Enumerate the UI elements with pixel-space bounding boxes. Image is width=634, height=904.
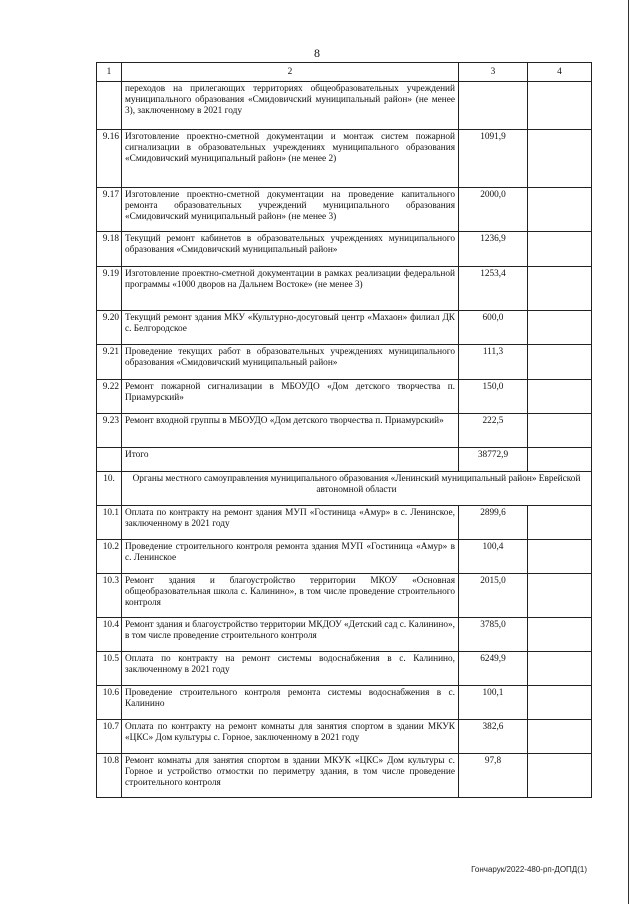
row-amount-cell: 600,0 [459,311,528,345]
table-row [97,267,592,311]
header-cell: 4 [528,63,592,82]
row-description-cell: Итого [122,448,459,472]
table-row [97,188,592,232]
row-amount-cell: 6249,9 [459,652,528,686]
row-number-cell: 10.5 [97,652,122,686]
row-col4-cell [528,311,592,345]
section-number: 10. [97,472,122,506]
row-amount-cell: 382,6 [459,720,528,754]
row-number-cell: 10.2 [97,540,122,574]
row-col4-cell [528,380,592,414]
table-row [97,652,592,686]
row-col4-cell [528,574,592,618]
table-header-row [97,63,592,82]
row-number-cell: 9.20 [97,311,122,345]
row-amount-cell: 3785,0 [459,618,528,652]
row-description-cell: Проведение текущих работ в образовательных учреждениях муниципального образования «Смидовичский муниципальный район» [122,345,459,380]
row-amount-cell: 2899,6 [459,506,528,540]
row-number-cell: 10.8 [97,754,122,798]
row-number-cell: 10.6 [97,686,122,720]
row-number-cell: 9.16 [97,130,122,188]
row-number-cell: 10.1 [97,506,122,540]
row-description-cell: Изготовление проектно-сметной документации на проведение капитального ремонта образовательных учреждений муниципального образования «Смидовичский муниципальный район» (не менее 3) [122,188,459,232]
row-amount-cell: 2000,0 [459,188,528,232]
row-description-cell: Текущий ремонт кабинетов в образовательных учреждениях муниципального образования «Смидовичский муниципальный район» [122,232,459,267]
row-description-cell: Ремонт пожарной сигнализации в МБОУДО «Дом детского творчества п. Приамурский» [122,380,459,414]
page-number: 8 [314,46,320,60]
row-amount-cell: 97,8 [459,754,528,798]
header-cell: 1 [97,63,122,82]
row-amount-cell: 222,5 [459,414,528,448]
row-col4-cell [528,720,592,754]
row-number-cell: 9.17 [97,188,122,232]
row-description-cell: Изготовление проектно-сметной документации в рамках реализации федеральной программы «1000 дворов на Дальнем Востоке» (не менее 3) [122,267,459,311]
row-description-cell: Ремонт здания и благоустройство территории МКДОУ «Детский сад с. Калинино», в том числе проведение строительного контроля [122,618,459,652]
row-number-cell: 9.23 [97,414,122,448]
page-edge-line [628,0,629,904]
row-amount-cell: 1091,9 [459,130,528,188]
row-description-cell: Ремонт входной группы в МБОУДО «Дом детского творчества п. Приамурский» [122,414,459,448]
table-row [97,130,592,188]
row-col4-cell [528,188,592,232]
row-col4-cell [528,267,592,311]
row-description-cell: Оплата по контракту на ремонт системы водоснабжения в с. Калинино, заключенному в 2021 году [122,652,459,686]
row-col4-cell [528,686,592,720]
header-cell: 3 [459,63,528,82]
table-row [97,618,592,652]
row-amount-cell: 2015,0 [459,574,528,618]
row-amount-cell [459,82,528,130]
table-row [97,574,592,618]
row-description-cell: Ремонт здания и благоустройство территории МКОУ «Основная общеобразовательная школа с. Калинино», в том числе проведение строительного контроля [122,574,459,618]
table-row [97,82,592,130]
row-description-cell: Оплата по контракту на ремонт комнаты для занятия спортом в здании МКУК «ЦКС» Дом культуры с. Горное, заключенному в 2021 году [122,720,459,754]
table-row [97,380,592,414]
table-row [97,345,592,380]
row-amount-cell: 150,0 [459,380,528,414]
row-col4-cell [528,345,592,380]
table-row [97,448,592,472]
row-col4-cell [528,82,592,130]
table-row [97,720,592,754]
row-col4-cell [528,130,592,188]
row-col4-cell [528,652,592,686]
row-description-cell: Проведение строительного контроля ремонта здания МУП «Гостиница «Амур» в с. Ленинское [122,540,459,574]
row-description-cell: Оплата по контракту на ремонт здания МУП «Гостиница «Амур» в с. Ленинское, заключенному в 2021 году [122,506,459,540]
row-description-cell: Проведение строительного контроля ремонта системы водоснабжения в с. Калинино [122,686,459,720]
row-col4-cell [528,232,592,267]
row-number-cell [97,82,122,130]
header-cell: 2 [122,63,459,82]
row-col4-cell [528,754,592,798]
table-row [97,686,592,720]
row-description-cell: переходов на прилегающих территориях общеобразовательных учреждений муниципального образования «Смидовичский муниципальный район» (не менее 3), заключенному в 2021 году [122,82,459,130]
row-amount-cell: 100,4 [459,540,528,574]
row-number-cell [97,448,122,472]
row-amount-cell: 100,1 [459,686,528,720]
table-row [97,506,592,540]
row-number-cell: 9.21 [97,345,122,380]
row-col4-cell [528,618,592,652]
row-description-cell: Ремонт комнаты для занятия спортом в здании МКУК «ЦКС» Дом культуры с. Горное и устройство отмостки по периметру здания, в том числе проведение строительного контроля [122,754,459,798]
row-amount-cell: 38772,9 [459,448,528,472]
table-row [97,540,592,574]
section-row [97,472,592,506]
row-number-cell: 10.3 [97,574,122,618]
row-number-cell: 10.7 [97,720,122,754]
row-description-cell: Изготовление проектно-сметной документации и монтаж систем пожарной сигнализации в образовательных учреждениях муниципального образования «Смидовичский муниципальный район» (не менее 2) [122,130,459,188]
row-col4-cell [528,506,592,540]
table-row [97,232,592,267]
row-col4-cell [528,414,592,448]
budget-table [96,62,592,798]
row-number-cell: 9.22 [97,380,122,414]
row-amount-cell: 1253,4 [459,267,528,311]
table-row [97,311,592,345]
row-amount-cell: 1236,9 [459,232,528,267]
row-col4-cell [528,540,592,574]
row-number-cell: 9.19 [97,267,122,311]
row-amount-cell: 111,3 [459,345,528,380]
section-title: Органы местного самоуправления муниципального образования «Ленинский муниципальный район» Еврейской автономной области [122,472,592,506]
row-number-cell: 9.18 [97,232,122,267]
table-row [97,754,592,798]
table-row [97,414,592,448]
row-col4-cell [528,448,592,472]
row-description-cell: Текущий ремонт здания МКУ «Культурно-досуговый центр «Махаон» филиал ДК с. Белгородское [122,311,459,345]
row-number-cell: 10.4 [97,618,122,652]
document-footer-code: Гончарук/2022-480-рп-ДОПД(1) [471,865,587,874]
